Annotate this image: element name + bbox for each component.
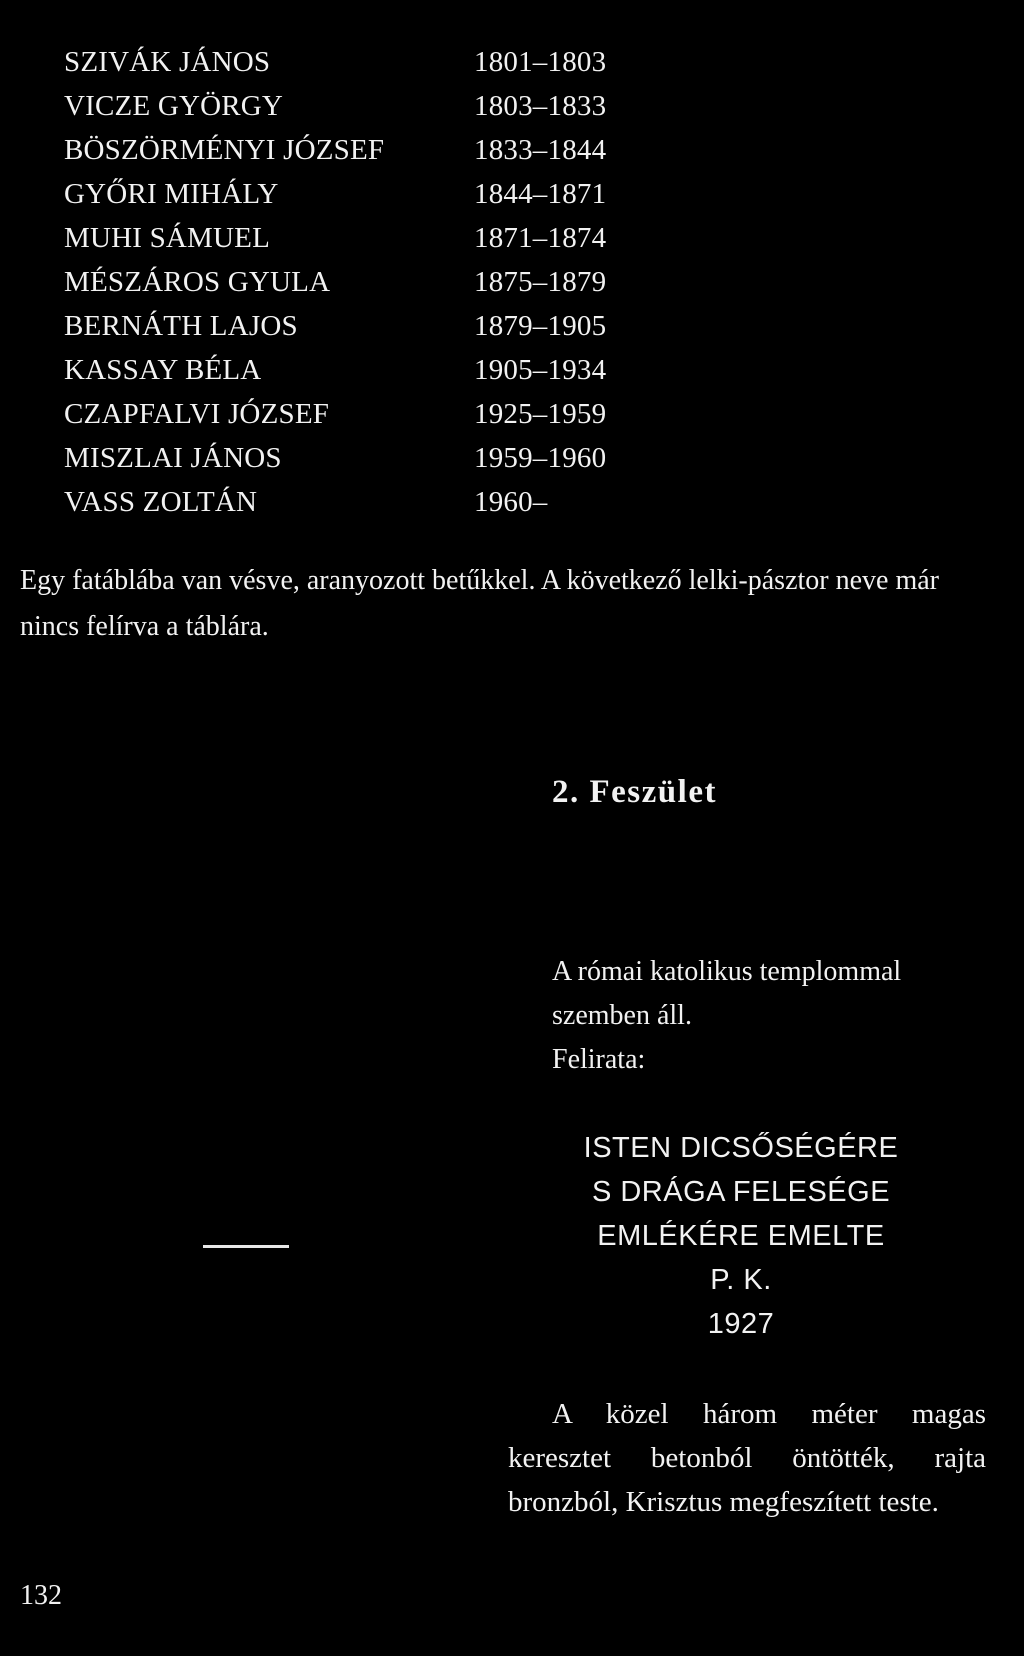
inscription-line: P. K. [710,1264,772,1296]
pastor-years: 1833–1844 [474,134,607,166]
pastor-row [64,40,606,84]
inscription [560,1126,922,1346]
intro-block [508,950,988,1082]
note-paragraph [20,558,980,650]
inscription-line: 1927 [707,1308,775,1340]
inscription-line: S DRÁGA FELESÉGE [591,1176,891,1208]
separator-rule [203,1245,289,1248]
page-number: 132 [20,1580,62,1611]
inscription-label: Felirata: [552,1044,646,1075]
pastor-years: 1925–1959 [474,398,607,430]
pastor-row [64,128,606,172]
pastor-name: CZAPFALVI JÓZSEF [64,398,330,430]
pastor-name: SZIVÁK JÁNOS [64,46,271,78]
pastor-name: BERNÁTH LAJOS [64,310,298,342]
pastor-years: 1875–1879 [474,266,607,298]
pastor-name: GYŐRI MIHÁLY [64,178,279,210]
pastor-years: 1871–1874 [474,222,607,254]
description-text: A közel három méter magas keresztet betonból öntötték, rajta bronzból, Krisztus megfeszített teste. [508,1398,986,1518]
pastor-years: 1905–1934 [474,354,607,386]
pastor-name: MISZLAI JÁNOS [64,442,282,474]
pastor-row [64,260,606,304]
pastor-name: MÉSZÁROS GYULA [64,266,331,298]
pastor-name: VASS ZOLTÁN [64,486,258,518]
pastor-years: 1801–1803 [474,46,607,78]
pastor-name: BÖSZÖRMÉNYI JÓZSEF [64,134,385,166]
pastor-years: 1960– [474,486,548,518]
pastor-row [64,216,606,260]
pastor-row [64,84,606,128]
inscription-line: ISTEN DICSŐSÉGÉRE [583,1132,899,1164]
pastor-years: 1803–1833 [474,90,607,122]
pastor-years: 1959–1960 [474,442,607,474]
pastor-list [64,40,606,524]
pastor-row [64,392,606,436]
pastor-years: 1879–1905 [474,310,607,342]
pastor-name: VICZE GYÖRGY [64,90,284,122]
pastor-row [64,172,606,216]
description-paragraph [508,1392,986,1524]
section-title: 2. Feszület [552,774,717,810]
pastor-name: KASSAY BÉLA [64,354,262,386]
pastor-row [64,480,606,524]
pastor-years: 1844–1871 [474,178,607,210]
note-text: Egy fatáblába van vésve, aranyozott betűkkel. A következő lelki-pásztor neve már nincs felírva a táblára. [20,565,939,642]
pastor-row [64,348,606,392]
intro-text: A római katolikus templommal szemben áll. [552,956,902,1031]
inscription-line: EMLÉKÉRE EMELTE [597,1220,885,1252]
pastor-row [64,436,606,480]
pastor-row [64,304,606,348]
pastor-name: MUHI SÁMUEL [64,222,271,254]
